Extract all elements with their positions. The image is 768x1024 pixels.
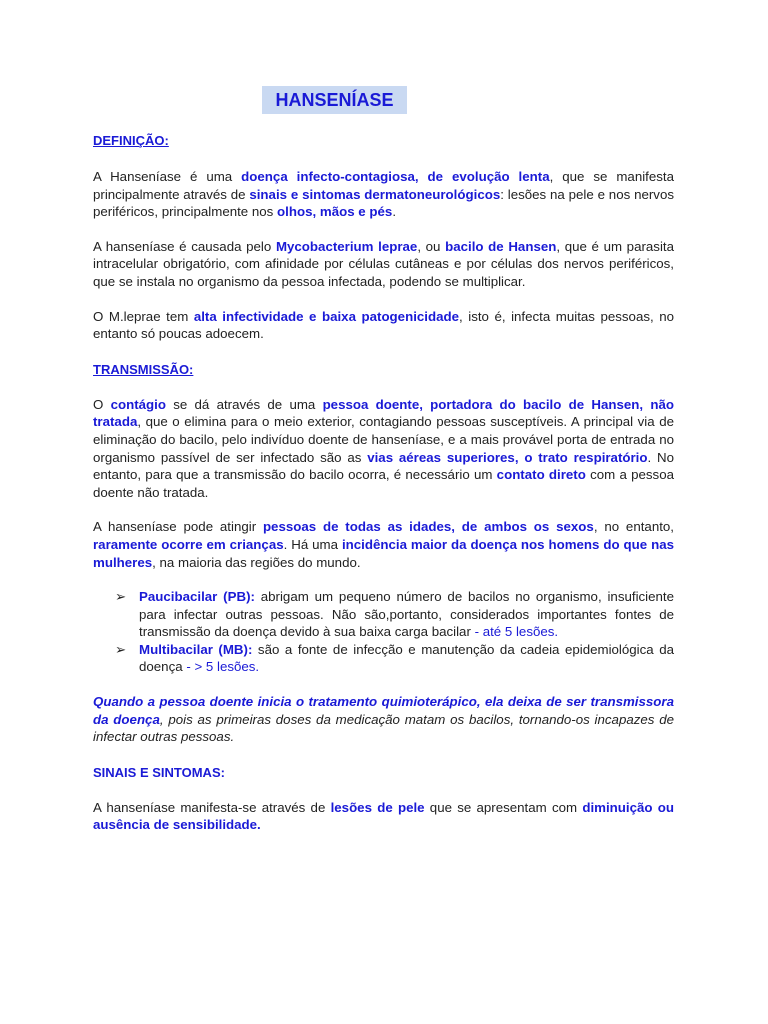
paragraph-definicao-2: A hanseníase é causada pelo Mycobacterium leprae, ou bacilo de Hansen, que é um parasita intracelular obrigatório, com afinidade por células cutâneas e por células dos nervos periféricos, que se instala no organismo da pessoa infectada, podendo se multiplicar. [93, 238, 674, 289]
paragraph-sinais-1: A hanseníase manifesta-se através de lesões de pele que se apresentam com diminuição ou ausência de sensibilidade. [93, 799, 674, 833]
section-heading-transmissao: TRANSMISSÃO: [93, 361, 194, 377]
arrow-bullet-icon: ➢ [115, 589, 127, 605]
list-item: ➢ Multibacilar (MB): são a fonte de infecção e manutenção da cadeia epidemiológica da doença - > 5 lesões. [115, 641, 674, 675]
arrow-bullet-icon: ➢ [115, 641, 127, 657]
paragraph-definicao-1: A Hanseníase é uma doença infecto-contagiosa, de evolução lenta, que se manifesta principalmente através de sinais e sintomas dermatoneurológicos: lesões na pele e nos nervos periféricos, principalmente nos olhos, mãos e pés. [93, 169, 675, 220]
list-item: ➢ Paucibacilar (PB): abrigam um pequeno número de bacilos no organismo, insuficiente para infectar outras pessoas. Não são,portanto, considerados importantes fontes de transmissão da doença devido à sua baixa carga bacilar - até 5 lesões. [115, 589, 674, 640]
section-heading-sinais: SINAIS E SINTOMAS: [93, 764, 225, 780]
paragraph-transmissao-3: Quando a pessoa doente inicia o tratamento quimioterápico, ela deixa de ser transmissora da doença, pois as primeiras doses da medicação matam os bacilos, tornando-os incapazes de infectar outras pessoas. [93, 694, 675, 745]
section-heading-definicao: DEFINIÇÃO: [93, 133, 169, 148]
paragraph-definicao-3: O M.leprae tem alta infectividade e baixa patogenicidade, isto é, infecta muitas pessoas, no entanto só poucas adoecem. [93, 308, 674, 342]
paragraph-transmissao-2: A hanseníase pode atingir pessoas de todas as idades, de ambos os sexos, no entanto, raramente ocorre em crianças. Há uma incidência maior da doença nos homens do que nas mulheres, na maioria das regiões do mundo. [93, 519, 674, 570]
page-title: HANSENÍASE [262, 86, 407, 114]
paragraph-transmissao-1: O contágio se dá através de uma pessoa doente, portadora do bacilo de Hansen, não tratada, que o elimina para o meio exterior, contagiando pessoas susceptíveis. A principal via de eliminação do bacilo, pelo indivíduo doente de hanseníase, e a mais provável porta de entrada no organismo passível de ser infectado são as vias aéreas superiores, o trato respiratório. No entanto, para que a transmissão do bacilo ocorra, é necessário um contato direto com a pessoa doente não tratada. [93, 396, 674, 500]
bullet-list [93, 588, 674, 676]
document-body [93, 132, 674, 834]
